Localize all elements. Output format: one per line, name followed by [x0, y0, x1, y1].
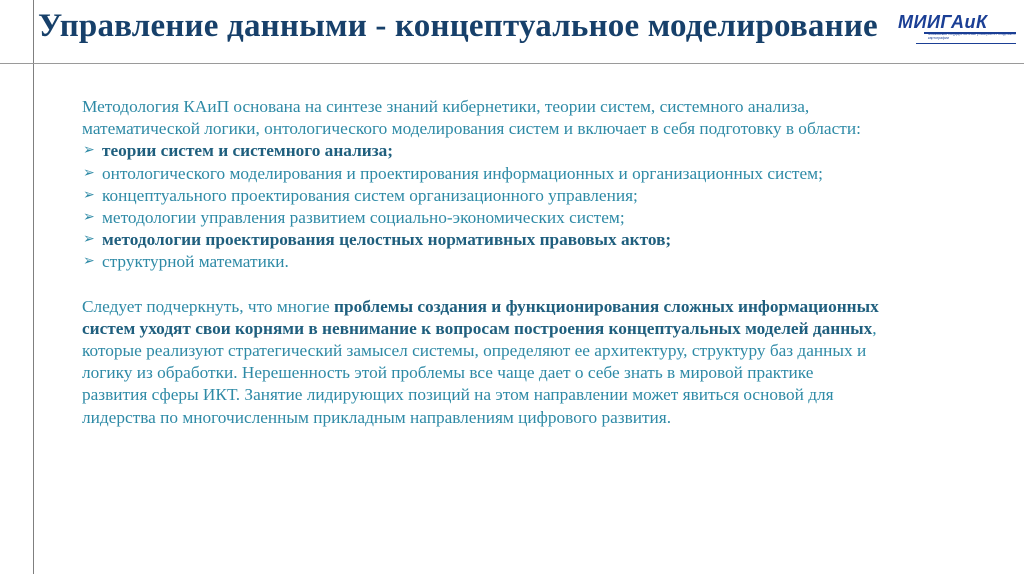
logo-stripe — [916, 43, 1016, 44]
header-divider — [0, 63, 1024, 64]
list-item-text: методологии проектирования целостных нормативных правовых актов; — [102, 230, 672, 250]
arrow-bullet-icon: ➢ — [83, 165, 95, 181]
conclusion-rest: , которые реализуют стратегический замысел системы, определяют ее архитектуру, структуру баз данных и логику из обработки. Нерешенность этой проблемы все чаще дает о себе знать в мировой практике развития сферы ИКТ. Занятие лидирующих позиций на этом направлении может явиться основой для лидерства по многочисленным прикладным направлениям цифрового развития. — [82, 318, 877, 427]
list-item — [82, 163, 882, 185]
list-item — [82, 229, 882, 251]
list-item — [82, 185, 882, 207]
conclusion-paragraph — [82, 296, 882, 429]
conclusion-emphasis: проблемы создания и функционирования сложных информационных систем уходят свои корнями в невнимание к вопросам построения концептуальных моделей данных — [82, 296, 879, 338]
arrow-bullet-icon: ➢ — [83, 254, 95, 270]
list-item — [82, 251, 882, 273]
list-item-text: структурной математики. — [102, 252, 289, 272]
slide-body — [82, 96, 882, 429]
paragraph-spacer — [82, 274, 882, 296]
university-logo — [896, 12, 1016, 48]
arrow-bullet-icon: ➢ — [83, 210, 95, 226]
slide-title: Управление данными - концептуальное моделирование — [38, 8, 878, 44]
arrow-bullet-icon: ➢ — [83, 187, 95, 203]
list-item-text: онтологического моделирования и проектирования информационных и организационных систем; — [102, 163, 823, 183]
list-item-text: методологии управления развитием социально-экономических систем; — [102, 208, 625, 228]
bullet-list — [82, 140, 882, 273]
logo-wordmark: МИИГАиК — [898, 12, 988, 32]
intro-paragraph: Методология КАиП основана на синтезе знаний кибернетики, теории систем, системного анализа, математической логики, онтологического моделирования систем и включает в себя подготовку в области: — [82, 97, 861, 139]
list-item-text: концептуального проектирования систем организационного управления; — [102, 185, 638, 205]
list-item — [82, 207, 882, 229]
logo-subtitle: Московский государственный университет геодезии и картографии — [928, 32, 1016, 40]
arrow-bullet-icon: ➢ — [83, 143, 95, 159]
left-vertical-rule — [33, 0, 34, 574]
conclusion-lead: Следует подчеркнуть, что многие — [82, 296, 335, 316]
list-item-text: теории систем и системного анализа; — [102, 141, 394, 161]
list-item — [82, 140, 882, 162]
arrow-bullet-icon: ➢ — [83, 232, 95, 248]
